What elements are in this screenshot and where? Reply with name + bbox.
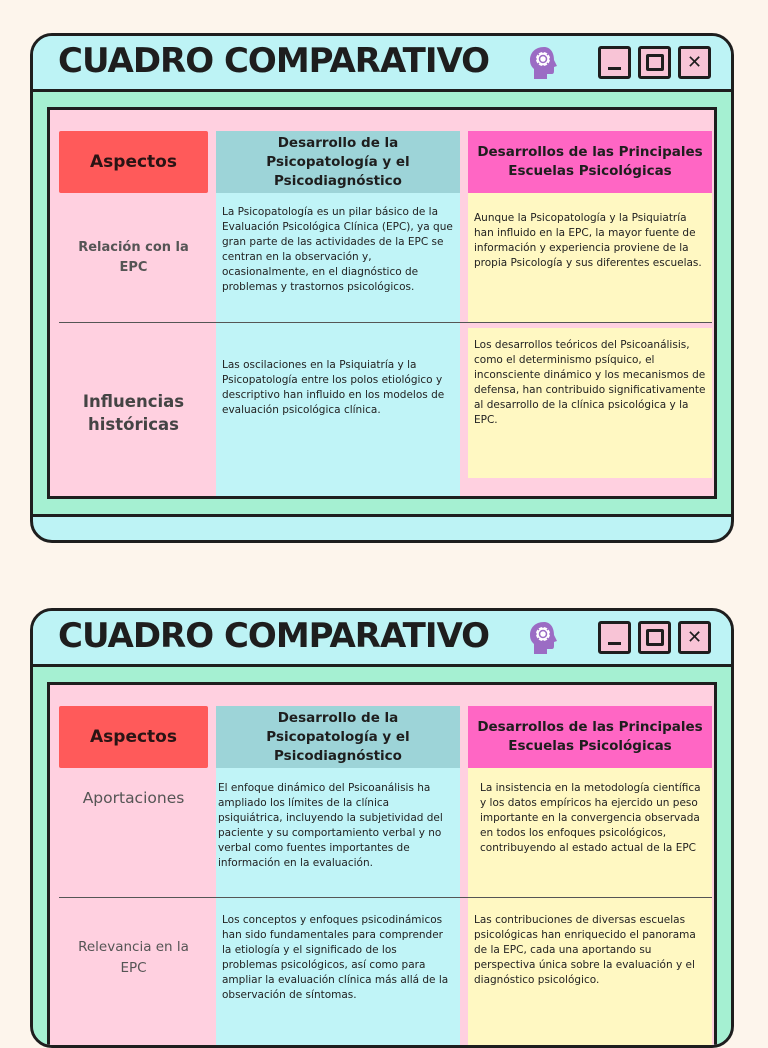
window-titlebar: [33, 611, 731, 667]
row-divider: [59, 897, 712, 898]
cell-escuelas: Los desarrollos teóricos del Psicoanálisis, como el determinismo psíquico, el inconsciente dinámico y los mecanismos de defensa, han contribuido significativamente al desarrollo de la clínica psicológica y la EPC.: [474, 339, 706, 426]
header-escuelas: Desarrollos de las Principales Escuelas Psicológicas: [468, 131, 712, 193]
close-button[interactable]: [678, 621, 711, 654]
row-label: Influencias históricas: [82, 392, 185, 434]
maximize-icon: [646, 629, 664, 646]
minimize-icon: [608, 67, 621, 70]
cell-psicopatologia: El enfoque dinámico del Psicoanálisis ha ampliado los límites de la clínica psiquiátrica, incluyendo la subjetividad del paciente y su comportamiento verbal y no verbal como fuentes importantes de información en la evaluación.: [218, 782, 443, 869]
cell-psicopatologia: Los conceptos y enfoques psicodinámicos han sido fundamentales para comprender la etiología y el significado de los problemas psicológicos, así como para ampliar la evaluación clínica más allá de la observación de síntomas.: [222, 914, 449, 1001]
window-title: CUADRO COMPARATIVO: [58, 616, 490, 656]
window-frame: [33, 92, 731, 517]
cell-escuelas: Aunque la Psicopatología y la Psiquiatría han influido en la EPC, la mayor fuente de información y experiencia proviene de la propia Psicología y sus diferentes escuelas.: [474, 212, 702, 269]
minimize-icon: [608, 642, 621, 645]
header-aspectos: Aspectos: [59, 131, 208, 193]
row-label: Relevancia en la EPC: [78, 939, 189, 976]
maximize-button[interactable]: [638, 621, 671, 654]
close-icon: ✕: [686, 627, 703, 648]
cell-psicopatologia: Las oscilaciones en la Psiquiatría y la Psicopatología entre los polos etiológico y descriptivo han influido en los modelos de evaluación psicológica clínica.: [222, 359, 445, 416]
cell-escuelas: Las contribuciones de diversas escuelas psicológicas han enriquecido el panorama de la EPC, cada una aportando su perspectiva única sobre la evaluación y el diagnóstico psicológico.: [474, 914, 696, 986]
comparison-table: [47, 107, 717, 499]
comparison-window-2: [30, 608, 734, 1048]
close-icon: ✕: [686, 52, 703, 73]
close-button[interactable]: [678, 46, 711, 79]
header-escuelas: Desarrollos de las Principales Escuelas Psicológicas: [468, 706, 712, 768]
cell-psicopatologia: La Psicopatología es un pilar básico de la Evaluación Psicológica Clínica (EPC), ya que gran parte de las actividades de la EPC se centran en la observación y, ocasionalmente, en el diagnóstico de problemas y trastornos psicológicos.: [222, 206, 453, 293]
minimize-button[interactable]: [598, 621, 631, 654]
minimize-button[interactable]: [598, 46, 631, 79]
window-frame: [33, 667, 731, 1045]
brain-icon: [527, 620, 561, 658]
maximize-button[interactable]: [638, 46, 671, 79]
row-label: Aportaciones: [82, 789, 185, 807]
brain-icon: [527, 45, 561, 83]
maximize-icon: [646, 54, 664, 71]
header-psicopatologia: Desarrollo de la Psicopatología y el Psicodiagnóstico: [216, 706, 460, 768]
header-aspectos: Aspectos: [59, 706, 208, 768]
comparison-window-1: [30, 33, 734, 543]
window-title: CUADRO COMPARATIVO: [58, 41, 490, 81]
row-label: Relación con la EPC: [78, 239, 189, 275]
comparison-table: [47, 682, 717, 1048]
window-titlebar: [33, 36, 731, 92]
cell-escuelas: La insistencia en la metodología científica y los datos empíricos ha ejercido un peso importante en la convergencia observada en todos los enfoques psicológicos, contribuyendo al estado actual de la EPC: [480, 782, 701, 854]
header-psicopatologia: Desarrollo de la Psicopatología y el Psicodiagnóstico: [216, 131, 460, 193]
